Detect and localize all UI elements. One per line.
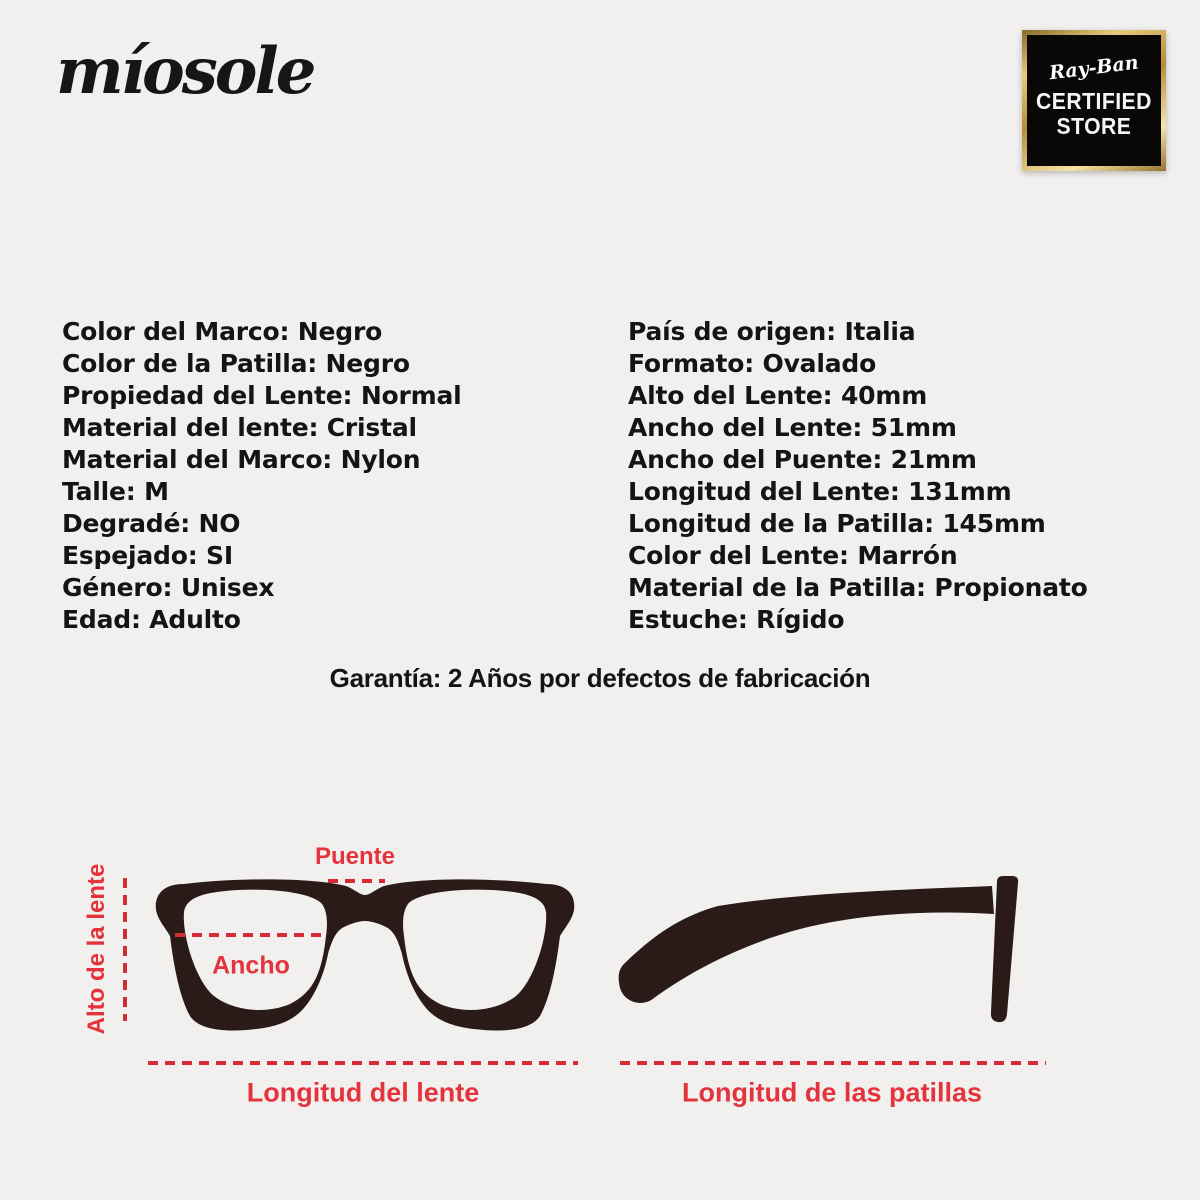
spec-line: Material de la Patilla: Propionato bbox=[628, 573, 1088, 602]
spec-line: Color del Lente: Marrón bbox=[628, 541, 958, 570]
glasses-temple-illustration bbox=[610, 868, 1050, 1048]
spec-line: Color de la Patilla: Negro bbox=[62, 349, 410, 378]
spec-line: Longitud de la Patilla: 145mm bbox=[628, 509, 1046, 538]
lens-length-dimension-label: Longitud del lente bbox=[246, 1077, 480, 1108]
spec-line: Propiedad del Lente: Normal bbox=[62, 381, 462, 410]
lens-height-dimension-dash bbox=[123, 878, 127, 1021]
spec-line: Ancho del Lente: 51mm bbox=[628, 413, 957, 442]
spec-line: Espejado: SI bbox=[62, 541, 233, 570]
badge-caption-line2: STORE bbox=[1056, 112, 1132, 139]
spec-line: Material del lente: Cristal bbox=[62, 413, 417, 442]
spec-line: Ancho del Puente: 21mm bbox=[628, 445, 977, 474]
spec-line: Alto del Lente: 40mm bbox=[628, 381, 928, 410]
warranty-line: Garantía: 2 Años por defectos de fabricación bbox=[329, 663, 871, 693]
spec-line: Longitud del Lente: 131mm bbox=[628, 477, 1012, 506]
spec-line: Género: Unisex bbox=[62, 573, 275, 602]
spec-line: Material del Marco: Nylon bbox=[62, 445, 421, 474]
spec-column-left bbox=[62, 316, 462, 636]
spec-line: País de origen: Italia bbox=[628, 317, 916, 346]
spec-line: Talle: M bbox=[62, 477, 169, 506]
lens-height-dimension-label: Alto de la lente bbox=[83, 863, 110, 1035]
spec-line: Color del Marco: Negro bbox=[62, 317, 383, 346]
spec-line: Degradé: NO bbox=[62, 509, 241, 538]
temple-length-dimension-dash bbox=[620, 1061, 1046, 1065]
badge-caption-line1: CERTIFIED bbox=[1036, 87, 1152, 114]
spec-line: Formato: Ovalado bbox=[628, 349, 877, 378]
lens-width-dimension-label: Ancho bbox=[212, 951, 290, 980]
lens-width-dimension-dash bbox=[175, 933, 321, 937]
lens-length-dimension-dash bbox=[148, 1061, 578, 1065]
bridge-dimension-dash bbox=[328, 879, 385, 883]
rayban-certified-store-badge bbox=[1022, 30, 1166, 171]
spec-line: Edad: Adulto bbox=[62, 605, 241, 634]
spec-line: Estuche: Rígido bbox=[628, 605, 845, 634]
brand-logo: míosole bbox=[56, 34, 314, 109]
rayban-script-logo: Ray-Ban bbox=[1048, 51, 1140, 85]
bridge-dimension-label: Puente bbox=[314, 843, 396, 870]
spec-column-right bbox=[628, 316, 1088, 636]
temple-length-dimension-label: Longitud de las patillas bbox=[681, 1077, 983, 1108]
badge-inner bbox=[1027, 35, 1161, 166]
badge-caption bbox=[1036, 89, 1152, 139]
